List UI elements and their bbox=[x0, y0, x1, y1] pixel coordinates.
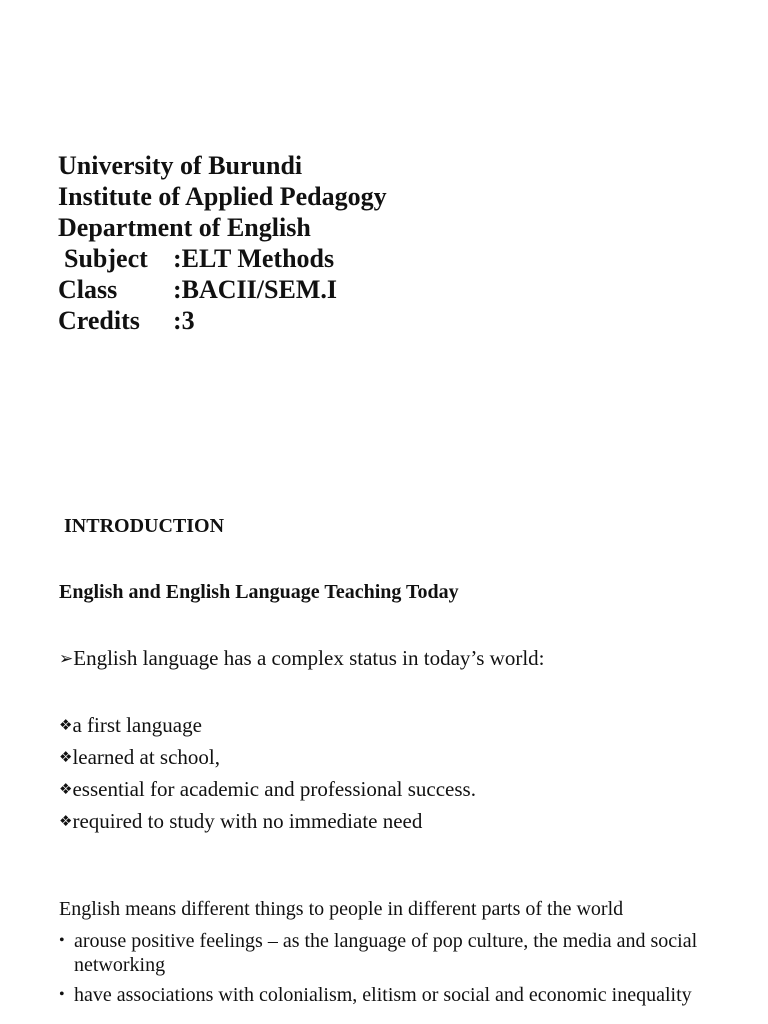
list-item bbox=[59, 709, 476, 741]
diamond-bullet-icon: ❖ bbox=[59, 780, 73, 798]
university-name: University of Burundi bbox=[58, 151, 303, 180]
subject-label: Subject bbox=[64, 244, 148, 273]
credits-value: :3 bbox=[173, 306, 195, 335]
department-name: Department of English bbox=[58, 213, 311, 242]
credits-label: Credits bbox=[58, 306, 140, 335]
diamond-bullet-icon: ❖ bbox=[59, 716, 73, 734]
list-item-text: essential for academic and professional success. bbox=[72, 777, 476, 801]
arrow-bullet-text: English language has a complex status in today’s world: bbox=[73, 646, 545, 670]
credits-row bbox=[58, 305, 387, 336]
list-item bbox=[59, 983, 719, 1007]
list-item bbox=[59, 805, 476, 837]
list-item-text: have associations with colonialism, elitism or social and economic inequality bbox=[74, 984, 692, 1006]
list-item bbox=[59, 741, 476, 773]
diamond-bullet-icon: ❖ bbox=[59, 748, 73, 766]
institute-name: Institute of Applied Pedagogy bbox=[58, 182, 387, 211]
list-item bbox=[59, 929, 719, 977]
bullet-dot-icon: • bbox=[59, 932, 65, 949]
list-item-text: a first language bbox=[72, 713, 202, 737]
introduction-heading: INTRODUCTION bbox=[64, 515, 225, 537]
bullet-dot-icon: • bbox=[59, 986, 65, 1003]
body-paragraph: English means different things to people in different parts of the world bbox=[59, 898, 624, 920]
class-row bbox=[58, 274, 387, 305]
arrow-bullet-icon: ➢ bbox=[59, 649, 74, 669]
list-item-text: required to study with no immediate need bbox=[72, 809, 423, 833]
class-label: Class bbox=[58, 275, 118, 304]
diamond-bullet-icon: ❖ bbox=[59, 812, 73, 830]
list-item-text: learned at school, bbox=[72, 745, 220, 769]
course-header bbox=[58, 150, 387, 336]
list-item-text: arouse positive feelings – as the language of pop culture, the media and social networking bbox=[74, 930, 698, 976]
arrow-bullet-point bbox=[59, 646, 545, 671]
subject-row bbox=[58, 243, 387, 274]
diamond-bullet-list bbox=[59, 709, 476, 837]
round-bullet-list bbox=[59, 929, 719, 1013]
subject-value: :ELT Methods bbox=[173, 244, 335, 273]
class-value: :BACII/SEM.I bbox=[173, 275, 337, 304]
list-item bbox=[59, 773, 476, 805]
section-subheading: English and English Language Teaching Today bbox=[59, 581, 459, 603]
